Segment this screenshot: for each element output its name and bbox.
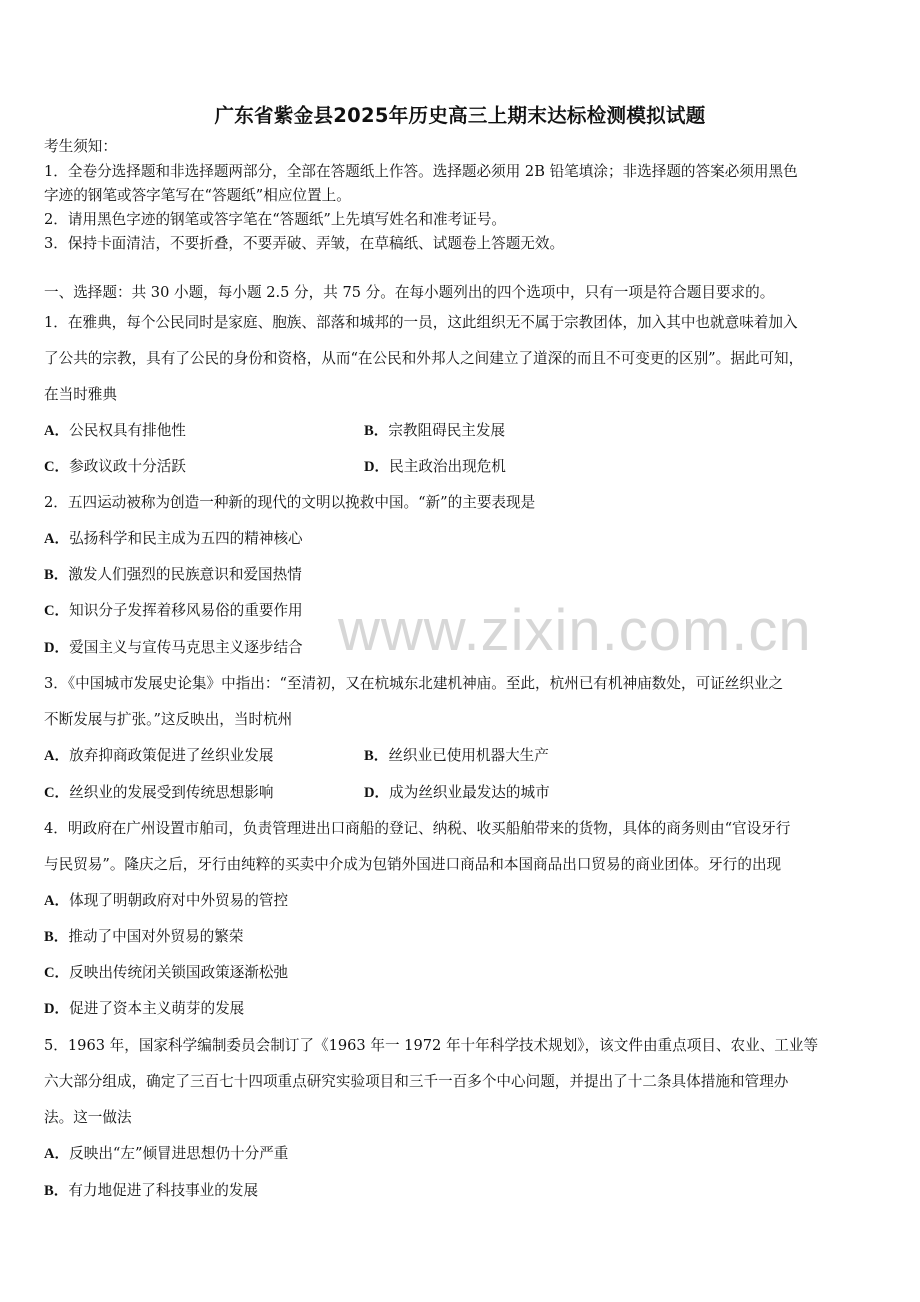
question-stem: 在当时雅典 (44, 386, 117, 403)
page-title: 广东省紫金县2025年历史高三上期末达标检测模拟试题 (214, 104, 706, 127)
option-a: A．体现了明朝政府对中外贸易的管控 (44, 892, 289, 909)
question-stem: 不断发展与扩张。”这反映出，当时杭州 (44, 711, 293, 728)
watermark: www.zixin.com.cn (338, 598, 812, 663)
option-a: A．放弃抑商政策促进了丝织业发展 (44, 747, 274, 764)
option-c: C．丝织业的发展受到传统思想影响 (44, 784, 274, 801)
option-a: A．反映出“左”倾冒进思想仍十分严重 (44, 1145, 289, 1162)
notice-item: 2．请用黑色字迹的钢笔或答字笔在“答题纸”上先填写姓名和准考证号。 (44, 211, 507, 228)
question-stem: 了公共的宗教，具有了公民的身份和资格，从而“在公民和外邦人之间建立了道深的而且不可变更的区别”。据此可知， (44, 350, 804, 367)
option-d: D．成为丝织业最发达的城市 (364, 784, 550, 801)
question-stem: 法。这一做法 (44, 1109, 132, 1126)
option-b: B．激发人们强烈的民族意识和爱国热情 (44, 566, 302, 583)
question-stem: 六大部分组成，确定了三百七十四项重点研究实验项目和三千一百多个中心问题，并提出了十二条具体措施和管理办 (44, 1073, 789, 1090)
option-b: B．丝织业已使用机器大生产 (364, 747, 549, 764)
option-d: D．爱国主义与宣传马克思主义逐步结合 (44, 639, 303, 656)
notice-item: 字迹的钢笔或答字笔写在“答题纸”相应位置上。 (44, 187, 351, 204)
question-stem: 2．五四运动被称为创造一种新的现代的文明以挽救中国。“新”的主要表现是 (44, 494, 536, 511)
option-c: C．知识分子发挥着移风易俗的重要作用 (44, 602, 303, 619)
option-d: D．民主政治出现危机 (364, 458, 506, 475)
question-stem: 1．在雅典，每个公民同时是家庭、胞族、部落和城邦的一员，这此组织无不属于宗教团体，加入其中也就意味着加入 (44, 314, 798, 331)
question-stem: 3．《中国城市发展史论集》中指出：“至清初，又在杭城东北建机神庙。至此，杭州已有机神庙数处，可证丝织业之 (44, 675, 784, 692)
option-b: B．有力地促进了科技事业的发展 (44, 1182, 259, 1199)
option-d: D．促进了资本主义萌芽的发展 (44, 1000, 245, 1017)
question-stem: 与民贸易”。隆庆之后，牙行由纯粹的买卖中介成为包销外国进口商品和本国商品出口贸易的商业团体。牙行的出现 (44, 856, 782, 873)
section-heading: 一、选择题：共 30 小题，每小题 2.5 分，共 75 分。在每小题列出的四个选项中，只有一项是符合题目要求的。 (44, 284, 775, 301)
option-a: A．弘扬科学和民主成为五四的精神核心 (44, 530, 303, 547)
option-b: B．推动了中国对外贸易的繁荣 (44, 928, 244, 945)
question-stem: 5．1963 年，国家科学编制委员会制订了《1963 年一 1972 年十年科学技术规划》，该文件由重点项目、农业、工业等 (44, 1037, 819, 1054)
notice-item: 3．保持卡面清洁，不要折叠，不要弄破、弄皱，在草稿纸、试题卷上答题无效。 (44, 235, 565, 252)
option-a: A．公民权具有排他性 (44, 422, 186, 439)
notice-item: 1．全卷分选择题和非选择题两部分，全部在答题纸上作答。选择题必须用 2B 铅笔填涂；非选择题的答案必须用黑色 (44, 163, 798, 180)
notice-heading: 考生须知： (44, 138, 117, 155)
option-c: C．反映出传统闭关锁国政策逐渐松弛 (44, 964, 289, 981)
question-stem: 4．明政府在广州设置市舶司，负责管理进出口商船的登记、纳税、收买船舶带来的货物，具体的商务则由“官设牙行 (44, 820, 791, 837)
option-c: C．参政议政十分活跃 (44, 458, 186, 475)
option-b: B．宗教阻碍民主发展 (364, 422, 506, 439)
